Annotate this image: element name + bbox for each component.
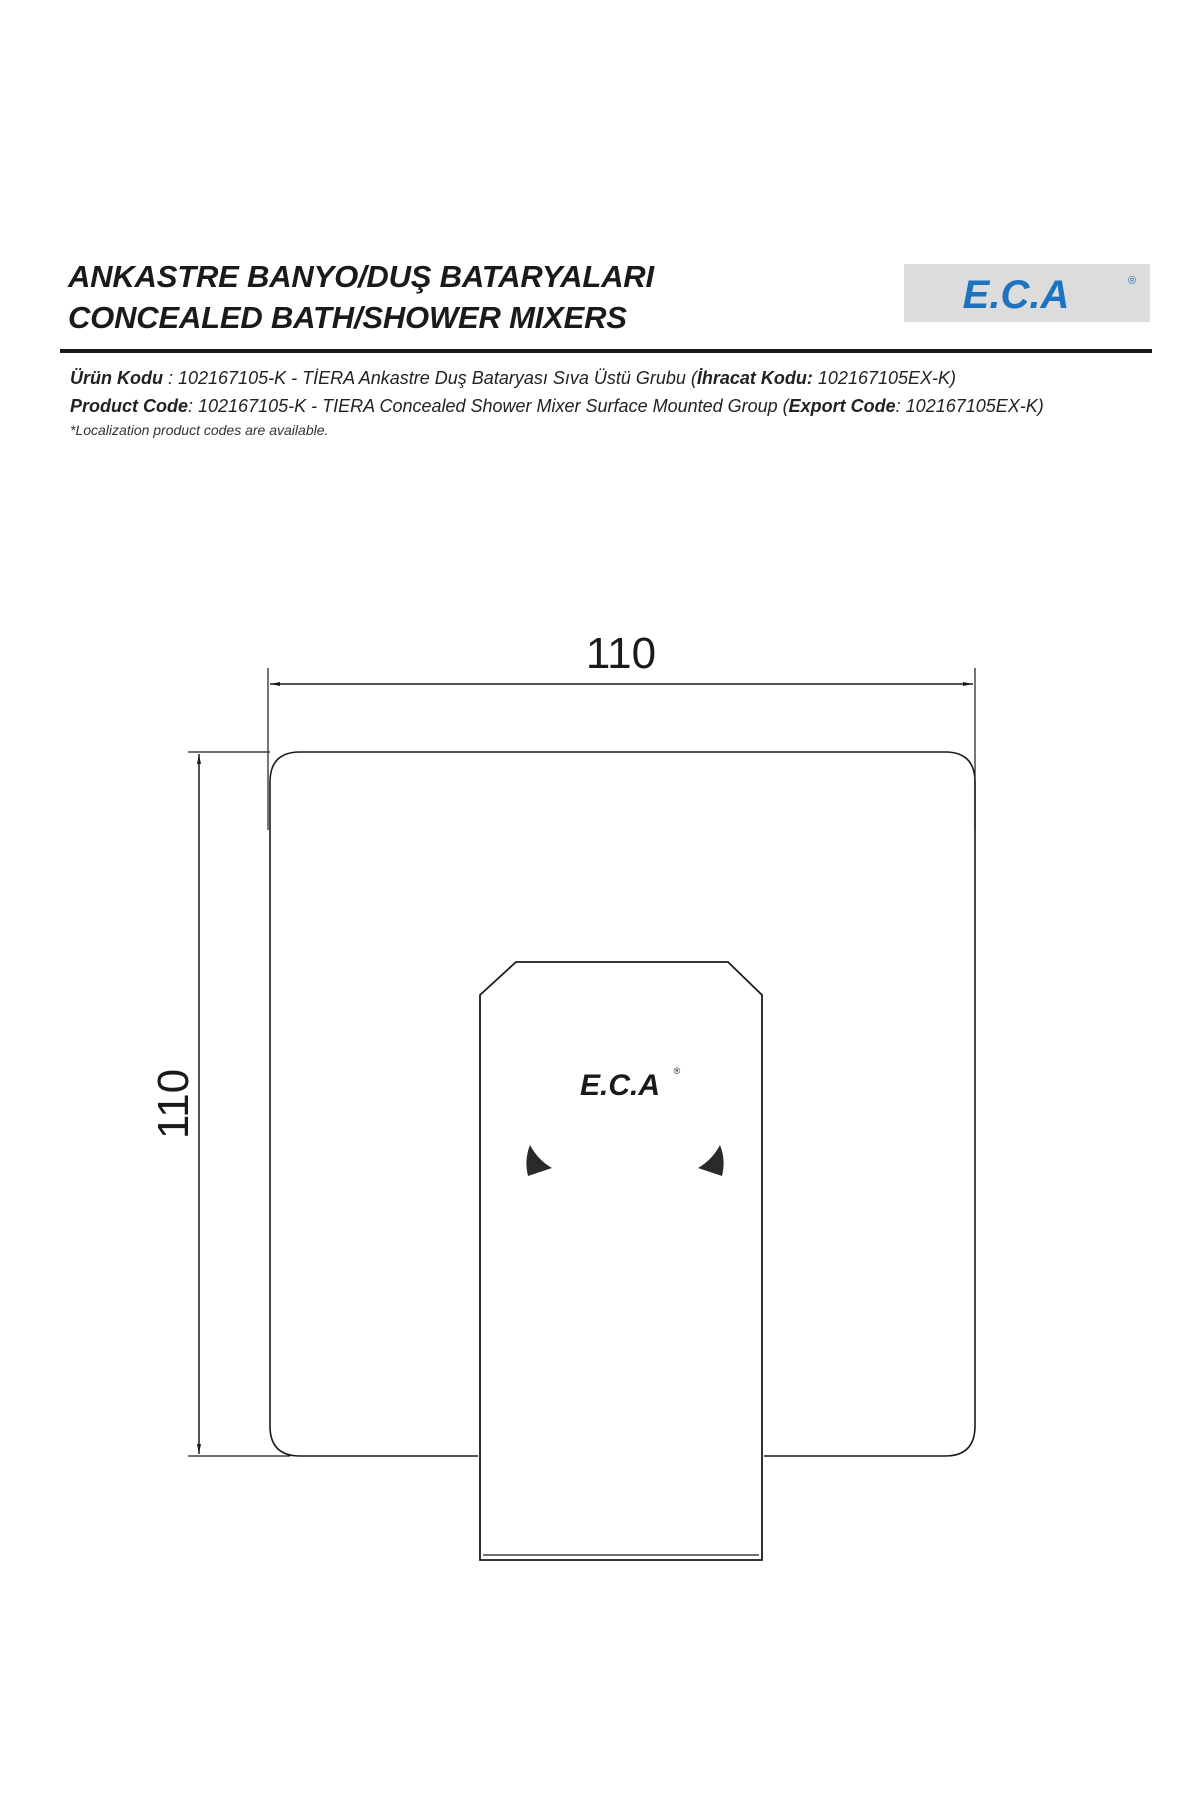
header-divider (60, 349, 1152, 353)
product-code-label-tr: Ürün Kodu (70, 368, 163, 388)
export-code-value-tr: 102167105EX-K) (812, 368, 957, 388)
brand-logo-text: E.C.A (962, 273, 1070, 317)
product-code-en (70, 396, 1044, 417)
export-code-label-tr: İhracat Kodu: (696, 368, 813, 388)
width-dimension-label: 110 (585, 629, 657, 678)
title-english: CONCEALED BATH/SHOWER MIXERS (68, 300, 627, 335)
handle-brand-logo: E.C.A (579, 1069, 661, 1102)
title-turkish: ANKASTRE BANYO/DUŞ BATARYALARI (68, 259, 654, 294)
registered-mark: ® (1127, 275, 1137, 287)
product-code-tr (70, 368, 956, 389)
mixer-handle (480, 962, 762, 1560)
localization-note: *Localization product codes are available. (70, 422, 329, 438)
brand-logo (904, 264, 1150, 322)
product-code-label-en: Product Code (70, 396, 189, 416)
handle-registered-mark: ® (673, 1066, 681, 1076)
product-code-text-en: : 102167105-K - TIERA Concealed Shower Mixer Surface Mounted Group ( (188, 396, 789, 416)
export-code-label-en: Export Code (788, 396, 896, 416)
technical-drawing (0, 600, 1200, 1600)
product-code-text-tr: : 102167105-K - TİERA Ankastre Duş Bataryası Sıva Üstü Grubu ( (162, 368, 697, 388)
export-code-value-en: : 102167105EX-K) (895, 396, 1044, 416)
height-dimension-label: 110 (149, 1068, 198, 1140)
